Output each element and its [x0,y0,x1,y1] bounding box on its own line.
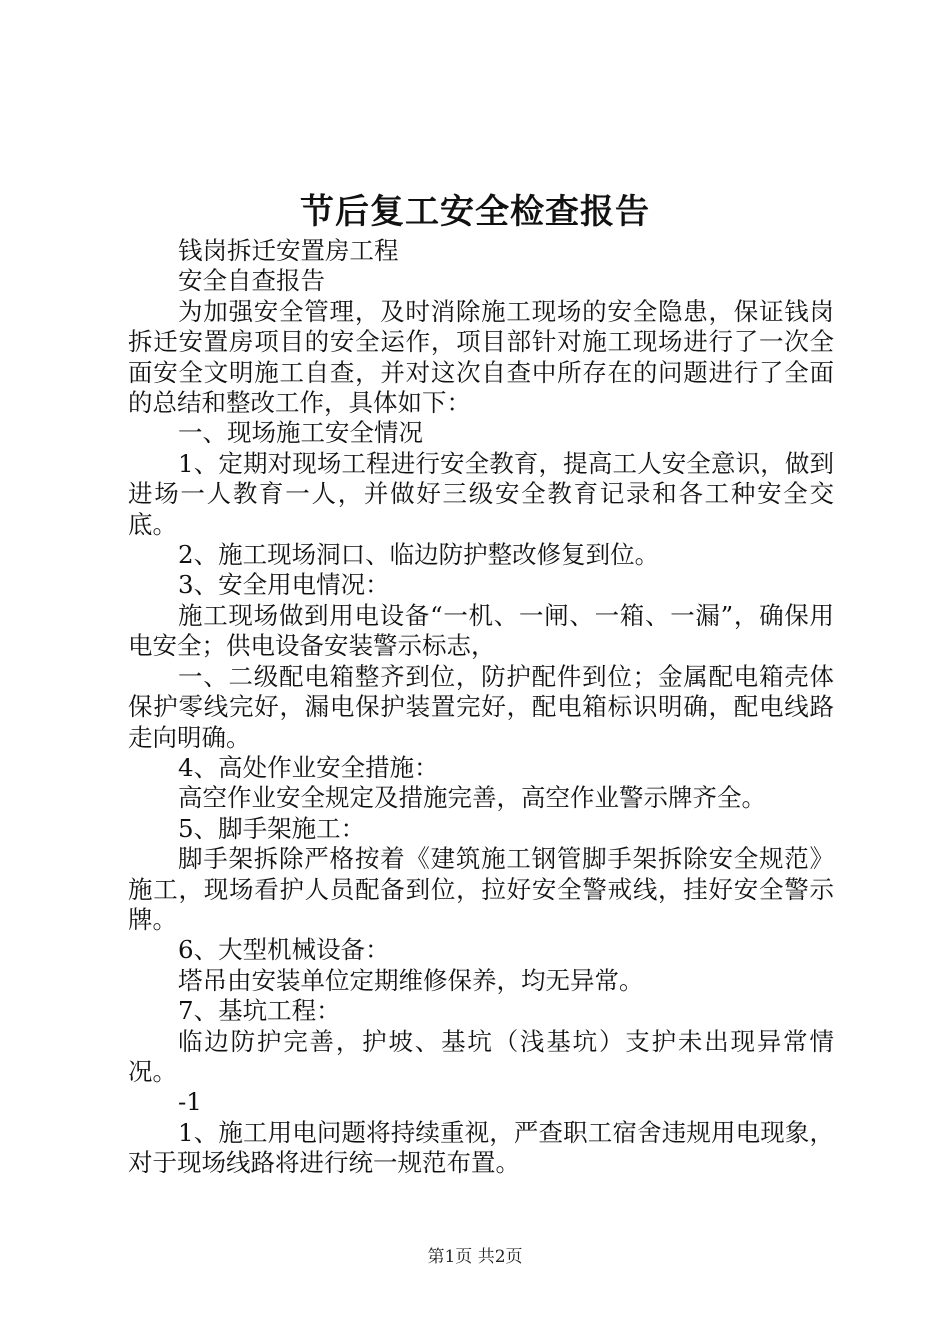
paragraph-item: 5、脚手架施工： [178,813,366,843]
paragraph-marker: -1 [178,1087,202,1117]
paragraph-item: 1、施工用电问题将持续重视，严查职工宿舍违规用电现象，对于现场线路将进行统一规范布置。 [128,1117,834,1178]
paragraph-item: 6、大型机械设备： [178,935,390,965]
paragraph-item: 塔吊由安装单位定期维修保养，均无异常。 [178,965,644,995]
page-footer: 第1页 共2页 [427,1247,523,1267]
paragraph-item: 3、安全用电情况： [178,570,390,600]
section-heading: 一、现场施工安全情况 [178,418,423,448]
paragraph-item: 2、施工现场洞口、临边防护整改修复到位。 [178,540,660,570]
paragraph-item: 高空作业安全规定及措施完善，高空作业警示牌齐全。 [178,783,766,813]
document-title: 节后复工安全检查报告 [300,192,650,232]
paragraph-project-name: 钱岗拆迁安置房工程 [178,236,399,265]
document-body [128,236,834,1179]
paragraph-item: 施工现场做到用电设备“一机、一闸、一箱、一漏”，确保用电安全；供电设备安装警示标志， [128,600,834,661]
paragraph-report-name: 安全自查报告 [178,266,325,296]
paragraph-item: 一、二级配电箱整齐到位，防护配件到位；金属配电箱壳体保护零线完好，漏电保护装置完好，配电箱标识明确，配电线路走向明确。 [128,661,834,752]
paragraph-intro: 为加强安全管理，及时消除施工现场的安全隐患，保证钱岗拆迁安置房项目的安全运作，项目部针对施工现场进行了一次全面安全文明施工自查，并对这次自查中所存在的问题进行了全面的总结和整改工作，具体如下： [128,296,834,418]
paragraph-item: 7、基坑工程： [178,996,341,1026]
paragraph-item: 脚手架拆除严格按着《建筑施工钢管脚手架拆除安全规范》施工，现场看护人员配备到位，拉好安全警戒线，挂好安全警示牌。 [128,844,834,934]
paragraph-item: 临边防护完善，护坡、基坑（浅基坑）支护未出现异常情况。 [128,1026,834,1086]
paragraph-item: 4、高处作业安全措施： [178,752,439,782]
paragraph-item: 1、定期对现场工程进行安全教育，提高工人安全意识，做到进场一人教育一人，并做好三级安全教育记录和各工种安全交底。 [128,448,834,539]
